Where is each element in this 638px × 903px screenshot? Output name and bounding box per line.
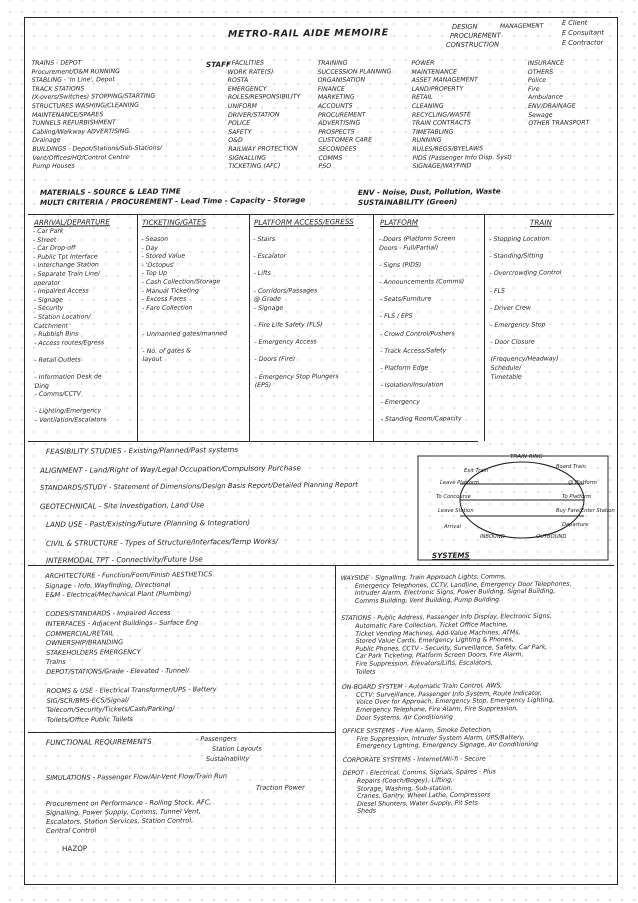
systems-line: STATIONS - Public Address, Passenger Info Display, Electronic Signs, — [341, 613, 552, 623]
functional-item-3: Sustainability — [205, 754, 250, 763]
top-item-trains: STABLING - 'In Line', Depot — [31, 76, 115, 85]
systems-line: Storage, Washing, Sub-station, — [356, 784, 453, 793]
grid-item-ticketing: - Manual Ticketing — [141, 286, 199, 295]
tr-to-concourse: To Concourse — [436, 494, 471, 500]
grid-item-train: Schedule/ — [490, 364, 522, 372]
systems-block — [343, 768, 574, 816]
grid-item-train: - Overcrowding Control — [489, 269, 562, 278]
grid-item-access: - Fire Life Safety (FLS) — [254, 321, 323, 329]
hazop-label: HAZOP — [61, 843, 88, 853]
grid-item-arrival: - Information Desk de — [34, 373, 102, 382]
grid-item-arrival: - Public Tpt Interface — [33, 253, 98, 261]
grid-header-arrival: ARRIVAL/DEPARTURE — [33, 217, 110, 227]
grid-item-train: - Emergency Stop — [490, 321, 546, 329]
top-item-staff: POLICE — [228, 119, 251, 128]
study-land-use: LAND USE - Past/Existing/Future (Planning & Integration) — [45, 517, 251, 529]
top-item-trains: Vent/Offices/HQ/Control Centre — [32, 153, 130, 162]
grid-item-train: Timetable — [490, 373, 522, 381]
grid-item-arrival: - Interchange Station — [33, 261, 99, 270]
top-item-training: ACCOUNTS — [317, 102, 353, 110]
systems-line: Fire Suppression, Elevators/Lifts, Escalators, — [355, 659, 493, 668]
lower-left-item: E&M - Electrical/Mechanical Plant (Plumbing) — [45, 589, 192, 600]
systems-line: Voice Over for Approach, Emergency Stop, Emergency Lighting, — [356, 697, 555, 707]
grid-item-ticketing: - Cash Collection/Storage — [141, 278, 221, 286]
systems-line: Cranes, Gantry, Wheel Lathe, Compressors — [357, 791, 491, 801]
grid-item-platform: - Seats/Furniture — [379, 295, 432, 304]
grid-item-ticketing: - Top Up — [141, 270, 168, 278]
procurement-item: Signalling, Power Supply, Comms, Tunnel Vent, — [45, 807, 201, 818]
top-item-training: MARKETING — [317, 93, 355, 102]
grid-item-arrival: - Security — [33, 305, 64, 313]
grid-item-train: - Door Closure — [490, 338, 535, 347]
top-item-trains: BUILDINGS - Depot/Stations/Sub-Stations/ — [32, 144, 162, 153]
grid-item-arrival: - Comms/CCTV — [34, 390, 82, 399]
grid-header-ticketing: TICKETING/GATES — [141, 217, 207, 227]
systems-line: Fire Suppression, Intruder System Alarm, UPS/Battery, — [356, 733, 525, 743]
top-item-trains: MAINTENANCE/SPARES — [31, 110, 104, 119]
grid-item-arrival: - Street — [33, 236, 57, 244]
study-alignment: ALIGNMENT - Land/Right of Way/Legal Occupation/Compulsory Purchase — [39, 463, 301, 475]
tr-to-platform: To Platform — [562, 494, 592, 500]
grid-item-platform: - Isolation/Insulation — [380, 381, 444, 390]
procurement-item: Escalators, Station Services, Station Control, — [46, 816, 194, 826]
grid-item-arrival: operator — [33, 279, 61, 287]
top-item-trains: Pump Houses — [32, 162, 75, 171]
top-item-trains: Procurement/O&M RUNNING — [31, 67, 120, 76]
env-line-2: SUSTAINABILITY (Green) — [357, 196, 458, 207]
grid-item-arrival: - Separate Train Line/ — [33, 270, 100, 278]
top-item-others: Fire — [527, 85, 540, 93]
systems-line: Emergency Telephones, CCTV, Landline, Emergency Door Telephones, — [354, 580, 572, 590]
top-item-power: RETAIL — [411, 94, 433, 102]
top-item-staff: WORK RATE(S) — [227, 68, 274, 76]
grid-item-arrival: Catchment — [33, 322, 69, 330]
top-item-others: ENV/DRAINAGE — [528, 102, 576, 110]
top-item-others: OTHER TRANSPORT — [528, 119, 590, 128]
top-item-power: POWER — [411, 59, 435, 68]
top-item-power: PIDS (Passenger Info Disp. Syst) — [412, 153, 512, 162]
top-item-power: LAND/PROPERTY — [411, 85, 464, 93]
grid-item-platform: - Crowd Control/Pushers — [380, 329, 455, 338]
grid-header-platform: PLATFORM — [379, 217, 419, 227]
systems-line: DEPOT - Electrical, Comms, Signals, Spares - Plus — [342, 768, 496, 778]
top-item-power: TRAIN CONTRACTS — [412, 119, 472, 128]
systems-block — [342, 726, 573, 751]
top-item-staff: RAILWAY PROTECTION — [228, 145, 298, 153]
grid-item-ticketing: - Day — [141, 244, 158, 252]
study-intermodal: INTERMODAL TPT - Connectivity/Future Use — [45, 554, 203, 565]
grid-item-arrival: - Lighting/Emergency — [34, 407, 102, 416]
grid-item-platform: - Track Access/Safety — [380, 347, 447, 355]
systems-line: Car Park Ticketing, Platform Screen Doors, Fire Alarm, — [355, 651, 524, 661]
title-client: E Client — [561, 18, 588, 27]
lower-left-item: Toilets/Office Public Toilets — [46, 714, 134, 724]
systems-block — [341, 573, 572, 606]
grid-item-arrival: Ding — [34, 382, 50, 390]
top-item-staff: ROSTA — [227, 76, 249, 85]
top-item-power: TIMETABLING — [412, 128, 454, 136]
systems-line: Ticket Vending Machines, Add-Value Machines, ATMs, — [355, 628, 521, 638]
study-geotechnical: GEOTECHNICAL - Site Investigation, Land Use — [39, 500, 205, 511]
top-item-trains: TRACK STATIONS — [31, 85, 85, 93]
grid-item-ticketing: layout — [142, 356, 162, 364]
top-item-power: RULES/REGS/BYELAWS — [412, 145, 484, 153]
systems-line: Diesel Shunters, Water Supply, Pit Sets — [357, 799, 478, 808]
title-design: DESIGN — [451, 22, 478, 31]
grid-item-ticketing: - No. of gates & — [142, 347, 192, 355]
tr-exit-train: Exit Train — [464, 468, 489, 474]
functional-item-1: - Passengers — [195, 734, 237, 743]
systems-blocks — [341, 573, 574, 816]
title-contractor: E Contractor — [561, 38, 604, 47]
top-item-power: ASSET MANAGEMENT — [411, 76, 478, 85]
top-item-trains: TRAINS - DEPOT — [31, 59, 82, 68]
grid-item-platform: Doors - Full/Partial) — [379, 243, 439, 252]
systems-block — [341, 613, 572, 676]
grid-item-arrival: - Access routes/Egress — [34, 338, 105, 347]
procurement-item: Central Control — [46, 826, 97, 835]
lower-left-line — [28, 565, 335, 566]
top-item-trains: STRUCTURES WASHING/CLEANING — [31, 101, 139, 110]
memo-title: METRO-RAIL AIDE MEMOIRE — [227, 27, 389, 40]
systems-line: Stored Value Cards, Emergency Lighting & Phones, — [355, 636, 514, 646]
title-construction: CONSTRUCTION — [445, 40, 500, 49]
top-item-training: SECONDEES — [318, 145, 357, 153]
functional-line — [28, 732, 335, 733]
systems-line: Door Systems, Air Conditioning — [356, 713, 453, 722]
study-standards: STANDARDS/STUDY - Statement of Dimensions/Design Basis Report/Detailed Planning Report — [39, 480, 358, 492]
grid-item-ticketing: - 'Octopus' — [141, 261, 175, 269]
lower-left-item: OWNERSHIP/BRANDING — [45, 638, 124, 648]
tr-arrival: Arrival — [444, 524, 461, 530]
materials-line-1: MATERIALS - SOURCE & LEAD TIME — [39, 186, 181, 197]
top-item-training: CUSTOMER CARE — [318, 136, 372, 145]
tr-departure: Departure — [562, 522, 589, 528]
grid-item-train: - Driver Crew — [489, 304, 531, 312]
grid-item-arrival: - Ventilation/Escalators — [34, 416, 107, 425]
systems-left-line — [335, 565, 336, 883]
top-item-staff: ROLES/RESPONSIBILITY — [227, 93, 301, 102]
staff-label: STAFF — [205, 59, 231, 69]
grid-item-arrival: - Station Location/ — [33, 313, 91, 321]
procurement-list — [46, 798, 212, 836]
top-item-staff: O&D — [228, 137, 243, 145]
systems-line: Automatic Fare Collection, Ticket Office Machine, — [355, 621, 508, 630]
top-item-staff: - FACILITIES — [227, 59, 264, 68]
materials-line-2: MULTI CRITERIA / PROCUREMENT - Lead Time - Capacity - Storage — [39, 195, 306, 207]
grid-item-arrival: - Signage — [33, 296, 63, 304]
grid-item-arrival: - Retail Outlets — [34, 356, 81, 364]
study-feasibility: FEASIBILITY STUDIES - Existing/Planned/Past systems — [45, 444, 239, 456]
tr-leave-station: Leave Station — [438, 508, 474, 514]
grid-item-access: - Corridors/Passages — [253, 286, 318, 295]
grid-item-ticketing: - Excess Fares — [141, 295, 187, 304]
grid-item-ticketing: - Season — [141, 235, 169, 244]
systems-line: Intruder Alarm, Electronic Signs, Power Building, Signal Building, — [354, 587, 556, 598]
top-item-power: RECYCLING/WASTE — [411, 110, 471, 119]
top-item-training: ADVERTISING — [318, 119, 361, 128]
systems-line: OFFICE SYSTEMS - Fire Alarm, Smoke Detection, — [342, 726, 493, 736]
grid-header-train: TRAIN — [529, 217, 552, 227]
top-item-others: Sewage — [528, 111, 553, 119]
systems-line: CORPORATE SYSTEMS - Internet/Wi-fi - Secure — [342, 755, 486, 764]
tr-leave-platform: Leave Platform — [440, 480, 480, 486]
top-item-power: SIGNAGE/WAYFIND — [412, 162, 472, 171]
tr-at-platform: @ Platform — [568, 480, 597, 486]
grid-item-platform: - Standing Room/Capacity — [380, 415, 462, 424]
top-item-trains: Drainage — [32, 137, 61, 145]
top-item-trains: (X-overs/Switches) STOPPING/STARTING — [31, 93, 156, 102]
systems-line: Sheds — [357, 808, 377, 816]
tr-outbound: OUTBOUND — [536, 534, 567, 540]
top-item-others: OTHERS — [527, 68, 554, 76]
top-item-others: Police — [527, 76, 547, 85]
systems-line: CCTV: Surveillance, Passenger Info System, Route Indicator, — [355, 689, 543, 699]
systems-line: Toilets — [355, 668, 376, 676]
grid-item-train: - Standing/Sitting — [489, 252, 544, 261]
title-management: MANAGEMENT — [499, 22, 544, 30]
top-item-trains: Cabling/Walkway ADVERTISING — [32, 127, 130, 136]
top-item-others: Ambulance — [528, 94, 563, 102]
grid-item-platform: - Platform Edge — [380, 364, 429, 372]
grid-item-access: - Signage — [253, 304, 284, 312]
grid-item-ticketing: - Unmanned gates/manned — [142, 329, 228, 338]
grid-item-platform: - Emergency — [380, 398, 421, 407]
top-item-trains: TUNNELS REFURBISHMENT — [32, 119, 116, 128]
grid-item-access: - Stairs — [253, 235, 276, 244]
systems-line: Comms Building, Vent Building, Pump Building. — [354, 596, 502, 605]
grid-item-access: - Lifts — [253, 270, 271, 278]
systems-line: Emergency Lighting, Emergency Signage, Air Conditioning — [356, 741, 538, 751]
top-item-training: COMMS — [318, 154, 343, 162]
lower-left-item: DEPOT/STATIONS/Grade - Elevated - Tunnel/ — [46, 666, 190, 676]
lower-left-item: SIG/SCR/BMS-ECS/Signal/ — [46, 695, 130, 705]
grid-item-access: - Escalator — [253, 252, 287, 261]
grid-item-access: - Emergency Access — [254, 338, 317, 347]
title-procurement: PROCUREMENT — [449, 31, 501, 40]
lower-left-item: Telecom/Security/Tickets/Cash/Parking/ — [46, 704, 175, 715]
top-item-training: FINANCE — [317, 85, 345, 93]
top-item-training: PROCUREMENT — [317, 111, 366, 119]
lower-left-item: COMMERCIAL/RETAIL — [45, 628, 115, 638]
grid-item-platform: - Announcements (Comms) — [379, 278, 465, 286]
lower-left-item: CODES/STANDARDS - Impaired Access — [45, 609, 171, 619]
systems-block — [343, 754, 574, 764]
grid-item-arrival: - Rubbish Bins — [34, 330, 79, 339]
train-ring-title: TRAIN RING — [510, 454, 543, 460]
systems-top-line — [335, 565, 614, 566]
lower-left-item: Signage - Info, Wayfinding, Directional — [45, 580, 171, 590]
top-item-training: SUCCESSION PLANNING — [317, 67, 392, 76]
top-item-staff: SIGNALLING — [228, 154, 267, 162]
systems-title: SYSTEMS — [431, 550, 470, 560]
tr-board-train: Board Train — [556, 464, 586, 470]
systems-line: Public Phones, CCTV - Security, Surveillance, Safety, Car Park, — [355, 643, 548, 653]
lower-left-item: STAKEHOLDERS EMERGENCY — [46, 647, 141, 657]
procurement-item: Procurement on Performance - Rolling Stock, AFC, — [45, 798, 212, 809]
title-consultant: E Consultant — [561, 28, 604, 37]
top-item-others: INSURANCE — [527, 59, 565, 68]
lower-left-item: ROOMS & USE - Electrical Transformer/UPS - Battery — [46, 685, 217, 696]
grid-item-platform: - Signs (PIDS) — [379, 261, 422, 269]
grid-item-train: - Stopping Location — [489, 235, 550, 244]
simulations-line-1: SIMULATIONS - Passenger Flow/Air-Vent Flow/Train Run — [45, 772, 228, 782]
simulations-line-2: Traction Power — [255, 783, 305, 792]
grid-item-arrival: - Impaired Access — [33, 287, 89, 296]
tr-inbound: INBOUND — [480, 534, 505, 540]
top-item-staff: EMERGENCY — [227, 85, 267, 93]
top-item-staff: TICKETING (AFC) — [228, 162, 281, 171]
top-item-training: PSO — [318, 162, 332, 171]
functional-item-2: Station Layouts — [211, 744, 262, 753]
top-item-staff: DRIVER/STATION — [227, 111, 280, 119]
grid-item-ticketing: - Fare Collection — [142, 304, 193, 312]
lower-left-item: INTERFACES - Adjacent Buildings - Surface Eng — [45, 618, 199, 628]
lower-left-item: Trains — [46, 658, 66, 667]
functional-label: FUNCTIONAL REQUIREMENTS — [45, 736, 152, 747]
top-item-staff: UNIFORM — [227, 102, 257, 110]
top-item-power: RUNNING — [412, 137, 442, 145]
grid-item-ticketing: - Stored Value — [141, 252, 186, 261]
top-item-training: ORGANISATION — [317, 76, 366, 85]
grid-item-arrival: - Car Park — [32, 227, 64, 236]
grid-item-train: - FLS — [489, 287, 505, 295]
tr-buy-fare: Buy Fare/Enter Station — [556, 508, 615, 514]
top-item-training: TRAINING — [317, 59, 348, 68]
grid-item-access: - Doors (Fire) — [254, 355, 296, 364]
systems-line: ON-BOARD SYSTEM - Automatic Train Control, AWS, — [341, 682, 503, 692]
lower-left-list — [45, 570, 217, 725]
grid-item-platform: - Doors (Platform Screen — [379, 235, 456, 244]
study-civil-structure: CIVIL & STRUCTURE - Types of Structure/Interfaces/Temp Works/ — [45, 536, 279, 548]
grid-item-arrival: - Car Drop-off — [33, 244, 76, 253]
top-item-power: CLEANING — [411, 102, 444, 110]
grid-item-access: (EPS) — [254, 381, 272, 390]
grid-item-train: (Frequency/Headway) — [490, 355, 559, 364]
systems-line: Repairs (Coach/Bogey), Lifting, — [356, 776, 454, 785]
grid-item-access: - Emergency Stop Plungers — [254, 372, 339, 381]
top-item-training: PROSPECTS — [318, 128, 355, 136]
top-item-power: MAINTENANCE — [411, 68, 458, 76]
systems-line: Emergency Telephone, Fire Alarm, Fire Suppression, — [356, 705, 519, 714]
top-item-staff: SAFETY — [228, 128, 252, 136]
grid-item-access: @ Grade — [253, 295, 281, 304]
lower-left-item: ARCHITECTURE - Function/Form/Finish AESTHETICS — [45, 570, 213, 581]
grid-item-platform: - FLS / EPS — [379, 313, 413, 321]
grid-header-access: PLATFORM ACCESS/EGRESS — [253, 216, 354, 227]
systems-block — [342, 682, 573, 722]
env-line-1: ENV - Noise, Dust, Pollution, Waste — [357, 186, 501, 197]
systems-line: WAYSIDE - Signalling, Train Approach Lights, Comms, — [340, 573, 507, 583]
